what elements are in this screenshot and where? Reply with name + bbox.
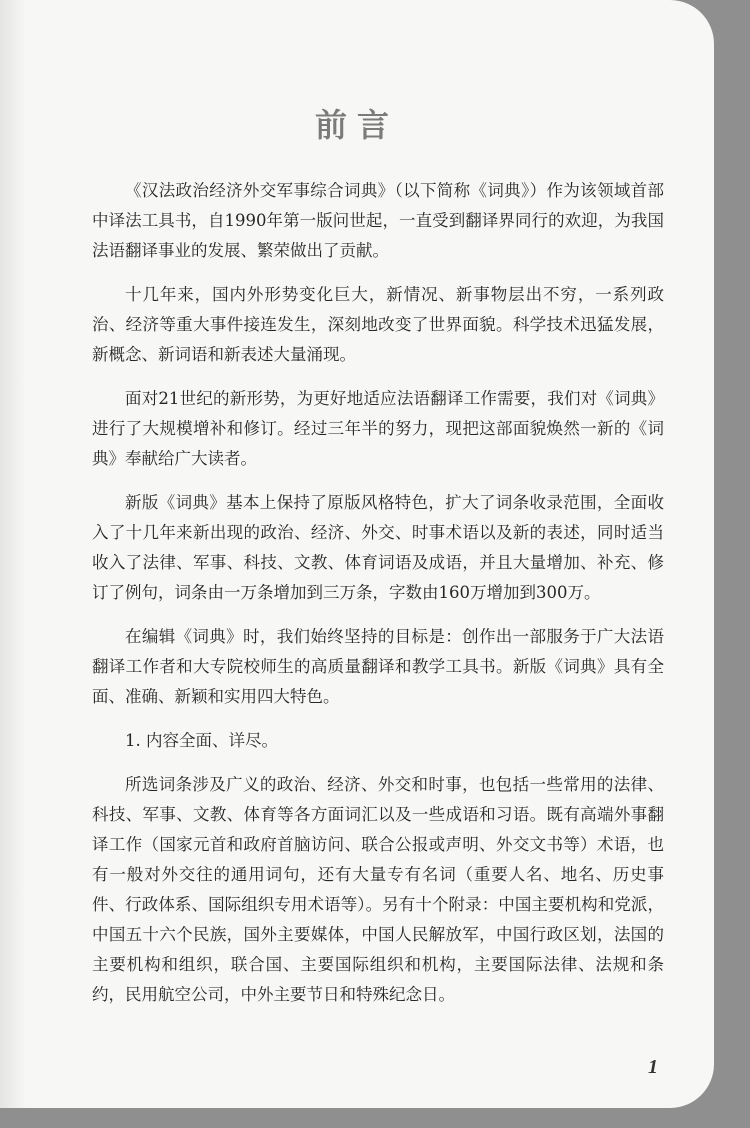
section-paragraph: 所选词条涉及广义的政治、经济、外交和时事，也包括一些常用的法律、科技、军事、文教、体育等各方面词汇以及一些成语和习语。既有高端外事翻译工作（国家元首和政府首脑访问、联合公报或声明、外交文书等）术语，也有一般对外交往的通用词句，还有大量专有名词（重要人名、地名、历史事件、行政体系、国际组织专用术语等）。另有十个附录：中国主要机构和党派，中国五十六个民族，国外主要媒体，中国人民解放军，中国行政区划，法国的主要机构和组织，联合国、主要国际组织和机构，主要国际法律、法规和条约，民用航空公司，中外主要节日和特殊纪念日。: [92, 775, 664, 1004]
paragraph-4: 新版《词典》基本上保持了原版风格特色，扩大了词条收录范围，全面收入了十几年来新出现的政治、经济、外交、时事术语以及新的表述，同时适当收入了法律、军事、科技、文教、体育词语及成语，并且大量增加、补充、修订了例句，词条由一万条增加到三万条，字数由160万增加到300万。: [92, 493, 664, 602]
paragraph-5: 在编辑《词典》时，我们始终坚持的目标是：创作出一部服务于广大法语翻译工作者和大专院校师生的高质量翻译和教学工具书。新版《词典》具有全面、准确、新颖和实用四大特色。: [92, 627, 664, 706]
page-number: 1: [648, 1056, 658, 1078]
page-body: [92, 176, 664, 1024]
paragraph-3: 面对21世纪的新形势，为更好地适应法语翻译工作需要，我们对《词典》进行了大规模增补和修订。经过三年半的努力，现把这部面貌焕然一新的《词典》奉献给广大读者。: [92, 389, 664, 468]
section-heading: 1. 内容全面、详尽。: [125, 731, 278, 750]
page-binding-shadow: [0, 0, 26, 1108]
paragraph-1: 《汉法政治经济外交军事综合词典》（以下简称《词典》）作为该领域首部中译法工具书，自1990年第一版问世起，一直受到翻译界同行的欢迎，为我国法语翻译事业的发展、繁荣做出了贡献。: [92, 181, 664, 260]
paragraph-2: 十几年来，国内外形势变化巨大，新情况、新事物层出不穷，一系列政治、经济等重大事件接连发生，深刻地改变了世界面貌。科学技术迅猛发展，新概念、新词语和新表述大量涌现。: [92, 285, 664, 364]
page-title: 前言: [314, 106, 399, 144]
